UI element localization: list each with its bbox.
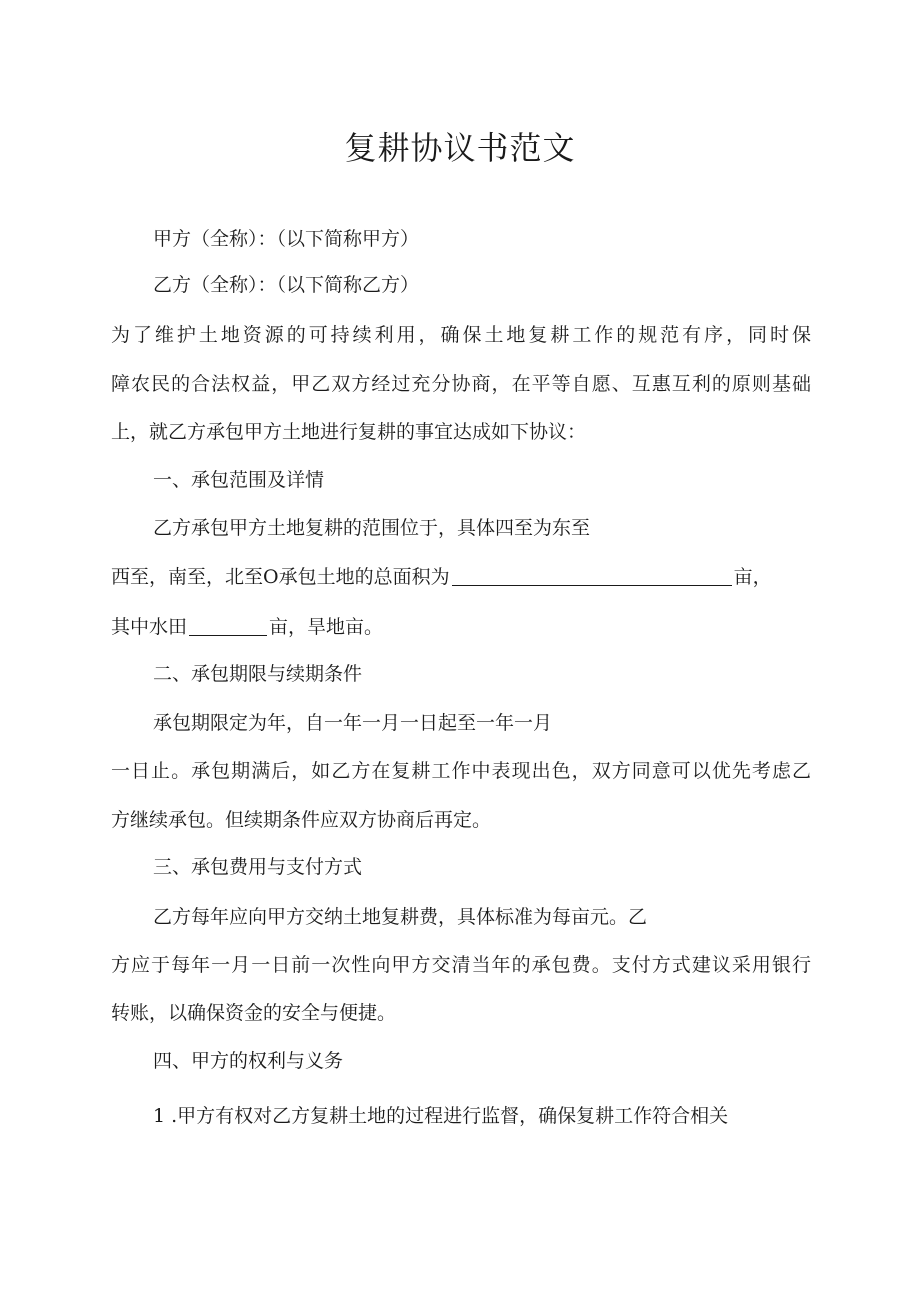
section-1-line-2-prefix: 西至，南至，北至O承包土地的总面积为 [111,566,450,588]
intro-line-2: 障农民的合法权益，甲乙双方经过充分协商，在平等自愿、互惠互利的原则基础 [111,373,811,395]
section-2-line-1: 承包期限定为年，自一年一月一日起至一年一月 [153,712,553,734]
section-1-heading: 一、承包范围及详情 [153,469,325,491]
document-title: 复耕协议书范文 [344,129,576,167]
section-1-line-3 [111,612,383,642]
paddy-area-blank [189,615,267,636]
section-2-line-3: 方继续承包。但续期条件应双方协商后再定。 [111,809,492,831]
section-3-line-3: 转账，以确保资金的安全与便捷。 [111,1002,397,1024]
section-1-line-3-prefix: 其中水田 [111,616,188,638]
section-1-line-1: 乙方承包甲方土地复耕的范围位于，具体四至为东至 [153,517,591,539]
section-1-line-3-suffix: 亩，旱地亩。 [269,616,384,638]
section-2-line-2: 一日止。承包期满后，如乙方在复耕工作中表现出色，双方同意可以优先考虑乙 [111,760,811,782]
section-1-line-2-suffix: 亩， [733,566,772,588]
party-b-line: 乙方（全称）：（以下简称乙方） [153,274,420,296]
section-3-line-1: 乙方每年应向甲方交纳土地复耕费，具体标准为每亩元。乙 [153,906,648,928]
party-a-line: 甲方（全称）：（以下简称甲方） [153,228,420,250]
section-4-item-1: 1 .甲方有权对乙方复耕土地的过程进行监督，确保复耕工作符合相关 [153,1105,729,1127]
section-2-heading: 二、承包期限与续期条件 [153,663,363,685]
section-3-line-2: 方应于每年一月一日前一次性向甲方交清当年的承包费。支付方式建议采用银行 [111,954,811,976]
total-area-blank [452,565,732,586]
section-4-heading: 四、甲方的权利与义务 [153,1050,344,1072]
section-3-heading: 三、承包费用与支付方式 [153,856,363,878]
intro-line-1: 为了维护土地资源的可持续利用，确保土地复耕工作的规范有序，同时保 [111,324,811,346]
intro-line-3: 上，就乙方承包甲方土地进行复耕的事宜达成如下协议： [111,421,587,443]
section-1-line-2 [111,562,772,592]
